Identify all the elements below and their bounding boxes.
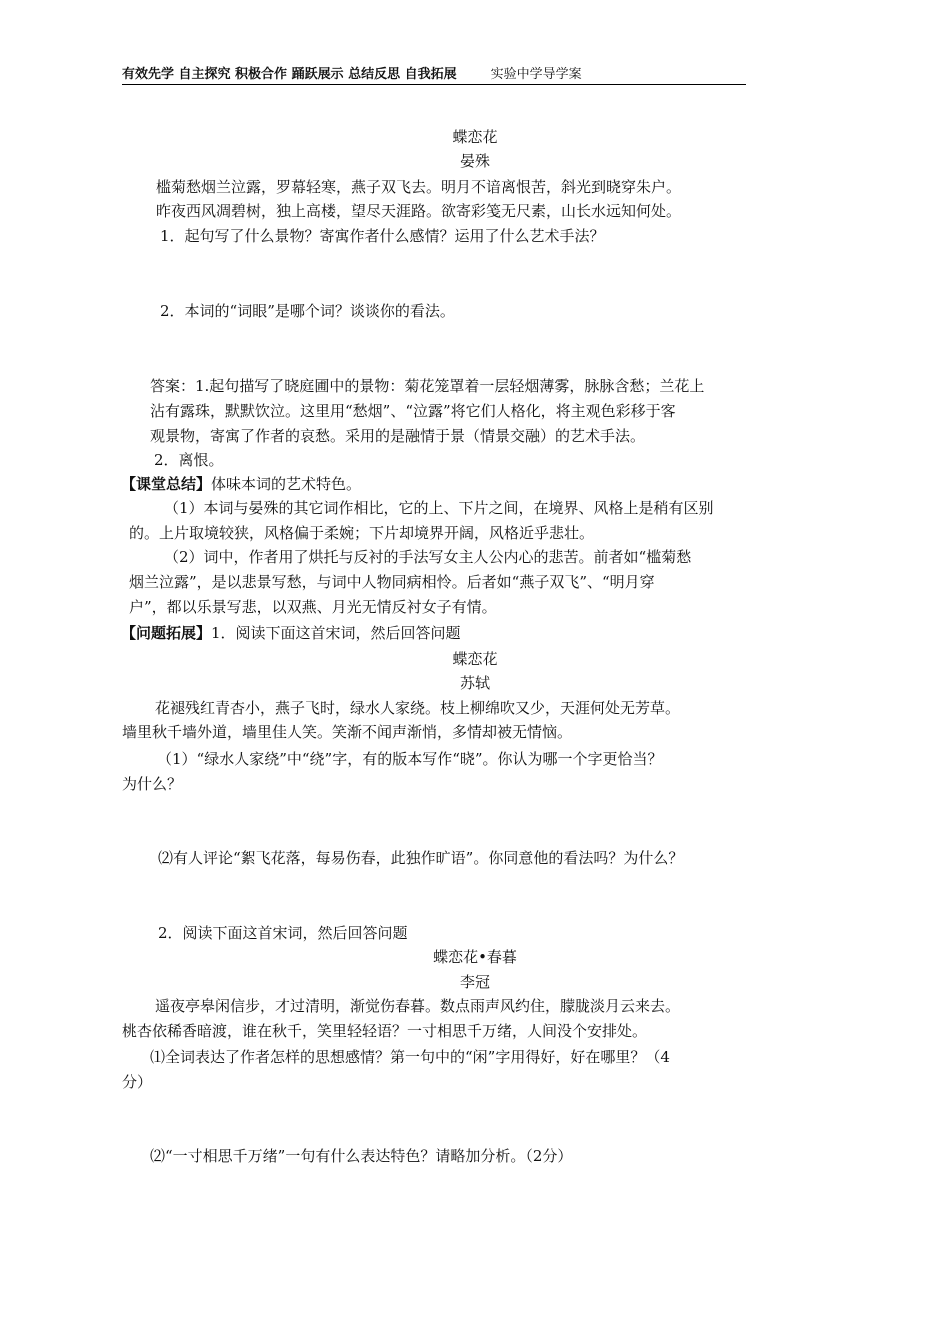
poem1-question-2: 2．本词的“词眼”是哪个词？谈谈你的看法。 [160, 302, 455, 320]
summary-line: 户”，都以乐景写悲，以双燕、月光无情反衬女子有情。 [129, 598, 497, 616]
extension-intro-2: 2．阅读下面这首宋词，然后回答问题 [158, 924, 408, 942]
summary-heading [121, 473, 361, 495]
poem2-author: 苏轼 [459, 674, 490, 692]
answer-line: 答案：1.起句描写了晓庭圃中的景物：菊花笼罩着一层轻烟薄雾，脉脉含愁；兰花上 [150, 377, 705, 395]
summary-text: 体味本词的艺术特色。 [211, 475, 362, 493]
summary-line: 烟兰泣露”，是以悲景写愁，与词中人物同病相怜。后者如“燕子双飞”、“明月穿 [129, 573, 655, 591]
poem3-author: 李冠 [459, 973, 490, 991]
poem2-line: 花褪残红青杏小，燕子飞时，绿水人家绕。枝上柳绵吹又少，天涯何处无芳草。 [155, 699, 681, 717]
header-motto: 有效先学 自主探究 积极合作 踊跃展示 总结反思 自我拓展 [122, 67, 457, 82]
answer-line: 观景物，寄寓了作者的哀愁。采用的是融情于景（情景交融）的艺术手法。 [150, 427, 646, 445]
summary-line: （1）本词与晏殊的其它词作相比，它的上、下片之间，在境界、风格上是稍有区别 [164, 499, 714, 517]
poem3-question-1: ⑴全词表达了作者怎样的思想感情？第一句中的“闲”字用得好，好在哪里？（4 [150, 1048, 670, 1066]
extension-heading [121, 622, 461, 644]
poem2-line: 墙里秋千墙外道，墙里佳人笑。笑渐不闻声渐悄，多情却被无情恼。 [122, 723, 573, 741]
poem1-author: 晏殊 [459, 152, 490, 170]
summary-label: 【课堂总结】 [121, 475, 212, 493]
poem3-question-1-cont: 分） [122, 1073, 153, 1091]
poem2-question-1: （1）“绿水人家绕”中“绕”字，有的版本写作“晓”。你认为哪一个字更恰当？ [157, 750, 663, 768]
summary-line: 的。上片取境较狭，风格偏于柔婉；下片却境界开阔，风格近乎悲壮。 [129, 524, 595, 542]
page-header [122, 66, 746, 85]
poem3-question-2: ⑵“一寸相思千万绪”一句有什么表达特色？请略加分析。（2分） [150, 1147, 573, 1165]
answer-line: 2．离恨。 [154, 451, 224, 469]
poem1-line: 昨夜西风凋碧树，独上高楼，望尽天涯路。欲寄彩笺无尺素，山长水远知何处。 [156, 202, 682, 220]
poem3-line: 遥夜亭皋闲信步，才过清明，渐觉伤春暮。数点雨声风约住，朦胧淡月云来去。 [155, 997, 681, 1015]
poem3-line: 桃杏依稀香暗渡，谁在秋千，笑里轻轻语？一寸相思千万绪，人间没个安排处。 [122, 1022, 648, 1040]
summary-line: （2）词中，作者用了烘托与反衬的手法写女主人公内心的悲苦。前者如“槛菊愁 [164, 548, 692, 566]
poem1-question-1: 1．起句写了什么景物？寄寓作者什么感情？运用了什么艺术手法？ [160, 227, 605, 245]
extension-label: 【问题拓展】 [121, 624, 212, 642]
poem1-line: 槛菊愁烟兰泣露，罗幕轻寒，燕子双飞去。明月不谙离恨苦，斜光到晓穿朱户。 [156, 178, 682, 196]
poem3-title: 蝶恋花•春暮 [433, 948, 517, 966]
poem1-title: 蝶恋花 [452, 128, 498, 146]
header-school: 实验中学导学案 [490, 67, 582, 82]
poem2-question-2: ⑵有人评论“絮飞花落，每易伤春，此独作旷语”。你同意他的看法吗？为什么？ [158, 849, 684, 867]
extension-intro: 1．阅读下面这首宋词，然后回答问题 [211, 624, 461, 642]
answer-line: 沾有露珠，默默饮泣。这里用“愁烟”、“泣露”将它们人格化，将主观色彩移于客 [150, 402, 676, 420]
poem2-title: 蝶恋花 [452, 650, 498, 668]
poem2-question-1-cont: 为什么？ [122, 775, 183, 793]
